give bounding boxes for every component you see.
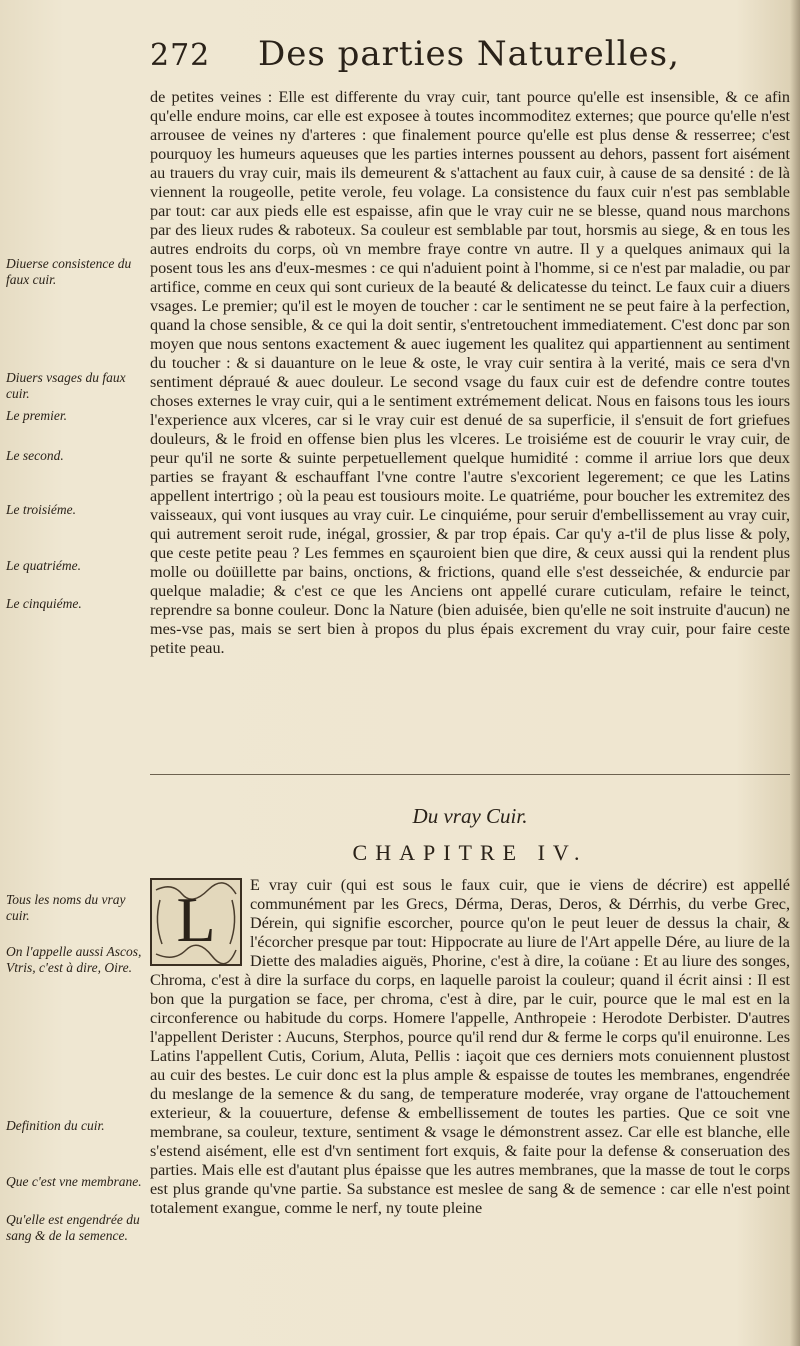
section-divider: [150, 774, 790, 775]
body-text-top: [150, 88, 790, 658]
margin-note: Que c'est vne membrane.: [6, 1174, 142, 1189]
margin-note: Diuerse consistence du faux cuir.: [6, 256, 132, 287]
margin-note: Le troisiéme.: [6, 502, 76, 517]
margin-note: Le cinquiéme.: [6, 596, 82, 611]
margin-note: Tous les noms du vray cuir.: [6, 892, 126, 923]
margin-note: Diuers vsages du faux cuir.: [6, 370, 126, 401]
margin-note: On l'appelle aussi Ascos, Vtris, c'est à dire, Oire.: [6, 944, 142, 975]
section-title: Du vray Cuir.: [412, 804, 528, 828]
margin-note: Le second.: [6, 448, 64, 463]
page-number: 272: [150, 38, 211, 73]
dropcap-letter: L: [176, 884, 216, 955]
body-text-bottom: [150, 876, 790, 1218]
margin-note: Definition du cuir.: [6, 1118, 105, 1133]
paragraph: E vray cuir (qui est sous le faux cuir, que ie viens de décrire) est appellé communément par les Grecs, Dérma, Deras, Deros, & Dérrhis, du verbe Grec, Dérein, qui signifie escorcher, pource qu'on le peut leuer de dessus la chair, & l'écorcher presque par tout: Hippocrate au liure de l'Art appelle Dére, au liure de la Diette des maladies aiguës, Phorine, c'est à dire, la coüane : Et au liure des songes, Chroma, c'est à dire la surface du corps, en laquelle paroist la couleur; quand il écrit ainsi : Il est bon que la purgation se face, per chroma, c'est à dire, par le cuir, pource que le mal est en la circonference ou habitude du corps. Homere l'appelle, Anthropeie : Herodote Derbister. D'autres l'appellent Derister : Aucuns, Sterphos, pource qu'il rend dur & ferme le corps qu'il enuironne. Les Latins l'appellent Cutis, Corium, Aluta, Pellis : iaçoit que ces derniers mots conuiennent plustost au cuir des bestes. Le cuir donc est la plus ample & espaisse de toutes les membranes, engendrée du meslange de la semence & du sang, de temperature moderée, vray organe de l'attouchement exterieur, & la couuerture, defense & embellissement de toutes les parties. Que ce soit vne membrane, sa couleur, texture, sentiment & vsage le démonstrent assez. Car elle est blanche, elle s'estend aisément, elle est d'vn sentiment fort exquis, & faite pour la defense & conseruation des parties. Mais elle est d'autant plus épaisse que les autres membranes, que la masse de tout le corps est plus grande qu'vne partie. Sa substance est meslee de sang & de semence : car elle n'est point totalement exangue, comme le nerf, ny toute pleine: [150, 876, 790, 1217]
margin-note: Qu'elle est engendrée du sang & de la semence.: [6, 1212, 140, 1243]
paragraph: de petites veines : Elle est differente du vray cuir, tant pource qu'elle est insensible, & ce afin qu'elle endure moins, car elle est exposee à toutes incommoditez externes; que pource qu'elle n'est arrousee de veines ny d'arteres : que finalement pource qu'elle est plus dense & resserree; c'est pourquoy les humeurs aqueuses que les parties internes poussent au dehors, passent fort aisément au trauers du vray cuir, mais ils demeurent & s'attachent au faux cuir, à cause de sa densité : de là viennent la rougeolle, petite verole, feu volage. La consistence du faux cuir n'est pas semblable par tout: car aux pieds elle est espaisse, afin que le vray cuir ne se blesse, quand nous marchons par des lieux rudes & raboteux. Sa couleur est semblable par tout, horsmis au siege, & en tous les autres endroits du corps, où vn membre fraye contre vn autre. Il y a quelques animaux qui la posent tous les ans d'eux-mesmes : ce qui n'aduient point à l'homme, si ce n'est par maladie, ou par artifice, comme en ceux qui sont curieux de la beauté & delicatesse du teinct. Le faux cuir a diuers vsages. Le premier; qu'il est le moyen de toucher : car le sentiment ne se peut faire à la perfection, quand la chose sensible, & ce qui la doit sentir, s'entretouchent immediatement. C'est donc par son moyen que nous sentons exactement & auec iugement les qualitez qui appartiennent au sentiment du toucher : & si dauanture on le leue & oste, le vray cuir sentira à la verité, mais ce sera d'vn sentiment dépraué & auec douleur. Le second vsage du faux cuir est de defendre contre toutes choses externes le vray cuir, qui a le sentiment extrémement delicat. Nous en faisons tous les iours l'experience aux vlceres, car si le vray cuir est denué de sa superficie, il s'ensuit de fort griefues douleurs, & le froid en offense bien plus les vlceres. Le troisiéme est de couurir le vray cuir, de peur qu'il ne sorte & suinte perpetuellement quelque humidité : comme il arriue lors que deux parties se frayant & eschauffant l'vne contre l'autre s'excorient legerement; ce que les Latins appellent intertrigo ; où la peau est tousiours moite. Le quatriéme, pour boucher les extremitez des vaisseaux, qui vont iusques au vray cuir. Le cinquiéme, pour seruir d'embellissement au vray cuir, qui autrement seroit rude, inégal, grossier, & par trop épais. Car qu'y a-t'il de plus lisse & poly, que ceste petite peau ? Les femmes en sçauroient bien que dire, & ceux aussi qui la rendent plus molle ou doüillette par bains, onctions, & frictions, quand elle s'est desseichée, & endurcie par quelque maladie; & c'est ce que les Anciens ont appellé curare cuticulam, refaire le teinct, reprendre sa bonne couleur. Donc la Nature (bien aduisée, bien qu'elle ne soit instruite d'aucun) ne mes-vse pas, mais se sert bien à propos du plus épais excrement du vray cuir, pour faire ceste petite peau.: [150, 88, 790, 657]
margin-note: Le premier.: [6, 408, 67, 423]
running-title: Des parties Naturelles,: [258, 34, 680, 74]
page-header: [150, 34, 790, 74]
chapter-title: CHAPITRE IV.: [352, 840, 588, 865]
margin-note: Le quatriéme.: [6, 558, 81, 573]
dropcap-ornament: [150, 878, 242, 966]
page-edge-shadow: [790, 0, 800, 1346]
